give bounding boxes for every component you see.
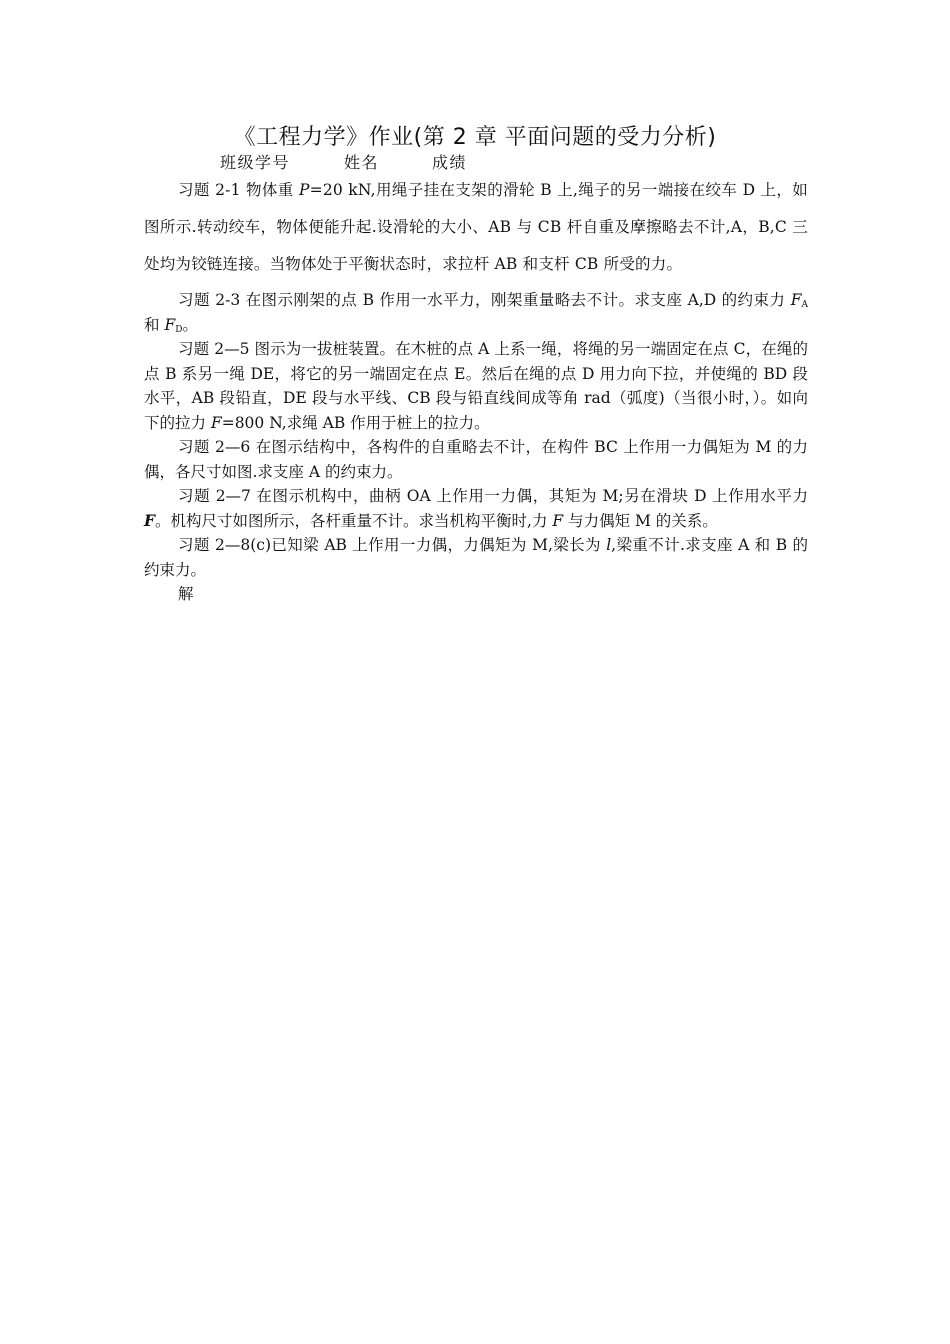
problem-label: 习题 2-1 — [178, 181, 241, 199]
problem-2-7: 习题 2—7 在图示机构中，曲柄 OA 上作用一力偶，其矩为 M;另在滑块 D 上作用水平力 F。机构尺寸如图所示，各杆重量不计。求当机构平衡时,力 F 与力偶矩 M 的关系。 — [144, 487, 808, 530]
page-title: 《工程力学》作业(第 2 章 平面问题的受力分析) — [233, 125, 717, 150]
problem-list — [144, 174, 808, 607]
problem-2-6: 习题 2—6 在图示结构中，各构件的自重略去不计，在构件 BC 上作用一力偶矩为 M 的力偶，各尺寸如图.求支座 A 的约束力。 — [144, 438, 808, 481]
problem-label: 习题 2—8(c) — [178, 536, 272, 554]
variable-f: F — [790, 291, 802, 309]
variable-f: F — [164, 315, 176, 334]
student-info-line — [220, 150, 467, 173]
problem-label: 习题 2—7 — [178, 487, 251, 505]
class-id-field: 班级学号 — [220, 153, 291, 172]
problem-2-3: 习题 2-3 在图示刚架的点 B 作用一水平力，刚架重量略去不计。求支座 A,D 的约束力 $F_A$ 和 $F_D$。 — [144, 291, 808, 335]
problem-label: 习题 2—5 — [178, 340, 250, 358]
subscript-a: A — [801, 300, 808, 310]
problem-2-1: 习题 2-1 物体重 P=20 kN,用绳子挂在支架的滑轮 B 上,绳子的另一端接在绞车 D 上，如图所示.转动绞车，物体便能升起.设滑轮的大小、AB 与 CB 杆自重及摩擦略去不计,A，B,C 三处均为铰链连接。当物体处于平衡状态时，求拉杆 AB 和支杆 CB 所受的力。 — [144, 181, 808, 273]
problem-2-8c: 习题 2—8(c)已知梁 AB 上作用一力偶，力偶矩为 M,梁长为 l,梁重不计.求支座 A 和 B 的约束力。 — [144, 536, 808, 579]
variable-f: F — [552, 511, 564, 530]
variable-f: F — [210, 413, 222, 432]
variable-p: P — [299, 181, 310, 199]
problem-2-5: 习题 2—5 图示为一拔桩装置。在木桩的点 A 上系一绳，将绳的另一端固定在点 C，在绳的点 B 系另一绳 DE，将它的另一端固定在点 E。然后在绳的点 D 用力向下拉，并使绳的 BD 段水平，AB 段铅直，DE 段与水平线、CB 段与铅直线间成等角 rad（弧度)（当很小时，）。如向下的拉力 F=800 N,求绳 AB 作用于桩上的拉力。 — [144, 340, 808, 432]
score-field: 成绩 — [432, 153, 468, 172]
subscript-d: D — [175, 324, 183, 335]
solution-label: 解 — [178, 585, 194, 603]
name-field: 姓名 — [344, 153, 380, 172]
problem-label: 习题 2-3 — [178, 291, 241, 309]
variable-f-bold: F — [144, 510, 156, 530]
problem-label: 习题 2—6 — [178, 438, 251, 456]
variable-l: l — [606, 536, 612, 554]
